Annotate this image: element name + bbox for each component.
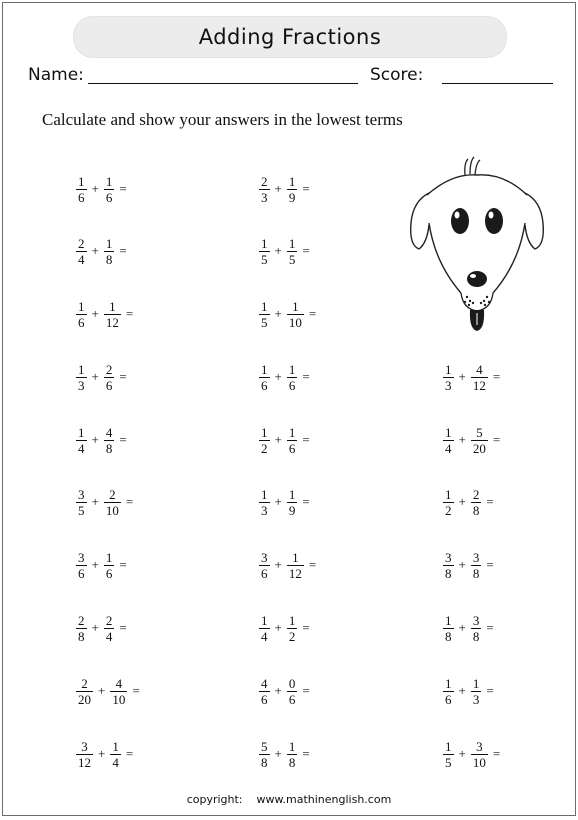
fraction [260, 175, 269, 204]
fraction [105, 175, 114, 204]
numerator: 3 [445, 549, 452, 565]
denominator: 6 [261, 691, 268, 707]
fraction [77, 551, 86, 580]
equals-sign: = [302, 243, 310, 258]
denominator: 3 [261, 189, 268, 205]
numerator: 1 [292, 549, 299, 565]
fraction [288, 614, 297, 643]
plus-sign: + [274, 683, 282, 698]
denominator: 6 [105, 565, 113, 581]
worksheet-page [2, 2, 576, 816]
denominator: 6 [288, 440, 296, 456]
plus-sign: + [458, 557, 466, 572]
plus-sign: + [91, 369, 99, 384]
equals-sign: = [486, 557, 494, 572]
numerator: 3 [476, 738, 483, 754]
equals-sign: = [302, 432, 310, 447]
numerator: 2 [261, 173, 268, 189]
denominator: 9 [288, 502, 296, 518]
denominator: 10 [105, 502, 119, 518]
fraction [444, 426, 453, 455]
fraction [111, 677, 126, 706]
fraction [260, 426, 269, 455]
numerator: 1 [445, 361, 452, 377]
equals-sign: = [486, 683, 494, 698]
fraction-problem [260, 676, 310, 706]
header-fields [28, 65, 550, 87]
fraction-problem [444, 739, 500, 769]
plus-sign: + [98, 746, 106, 761]
denominator: 8 [288, 754, 296, 770]
name-label: Name: [28, 65, 84, 85]
numerator: 1 [261, 612, 268, 628]
numerator: 1 [288, 235, 296, 251]
denominator: 4 [445, 440, 452, 456]
denominator: 6 [78, 565, 85, 581]
fraction [77, 740, 92, 769]
denominator: 6 [105, 189, 113, 205]
fraction-problem [444, 425, 500, 455]
numerator: 1 [445, 612, 452, 628]
numerator: 1 [445, 424, 452, 440]
plus-sign: + [458, 683, 466, 698]
plus-sign: + [274, 369, 282, 384]
numerator: 4 [261, 675, 268, 691]
fraction [105, 614, 114, 643]
fraction [77, 614, 86, 643]
fraction [288, 426, 297, 455]
fraction-problem [77, 236, 127, 266]
denominator: 8 [472, 502, 480, 518]
fraction-problem [260, 362, 310, 392]
denominator: 12 [78, 754, 91, 770]
fraction [472, 426, 487, 455]
numerator: 1 [78, 424, 85, 440]
fraction [105, 237, 114, 266]
fraction-problem [77, 174, 127, 204]
denominator: 8 [472, 565, 480, 581]
numerator: 5 [261, 738, 268, 754]
fraction [77, 300, 86, 329]
denominator: 6 [288, 691, 296, 707]
numerator: 2 [78, 235, 85, 251]
denominator: 5 [288, 251, 296, 267]
denominator: 8 [472, 628, 480, 644]
numerator: 1 [78, 173, 85, 189]
numerator: 5 [476, 424, 483, 440]
equals-sign: = [119, 620, 127, 635]
fraction [105, 551, 114, 580]
fraction [288, 300, 303, 329]
copyright-label: copyright: [186, 793, 243, 806]
denominator: 2 [445, 502, 452, 518]
denominator: 12 [288, 565, 302, 581]
fraction [444, 551, 453, 580]
plus-sign: + [274, 432, 282, 447]
fraction-problem [260, 236, 310, 266]
fraction [260, 488, 269, 517]
plus-sign: + [91, 620, 99, 635]
denominator: 8 [261, 754, 268, 770]
plus-sign: + [458, 432, 466, 447]
equals-sign: = [125, 746, 134, 761]
denominator: 20 [78, 691, 91, 707]
fraction-problem [260, 550, 316, 580]
fraction [288, 237, 297, 266]
denominator: 4 [112, 754, 119, 770]
equals-sign: = [132, 683, 140, 698]
fraction [260, 300, 269, 329]
numerator: 1 [78, 361, 85, 377]
fraction-problem [260, 299, 316, 329]
fraction-problem [444, 487, 494, 517]
plus-sign: + [91, 557, 99, 572]
page-title: Adding Fractions [198, 25, 382, 49]
plus-sign: + [274, 494, 282, 509]
plus-sign: + [274, 746, 282, 761]
numerator: 1 [288, 361, 296, 377]
fraction [77, 677, 92, 706]
title-banner [73, 16, 507, 58]
plus-sign: + [91, 432, 99, 447]
denominator: 2 [288, 628, 296, 644]
website-link[interactable]: www.mathinenglish.com [256, 793, 392, 806]
fraction [77, 363, 86, 392]
fraction-problem [77, 487, 133, 517]
numerator: 1 [445, 675, 452, 691]
fraction [77, 175, 86, 204]
denominator: 6 [288, 377, 296, 393]
plus-sign: + [98, 683, 106, 698]
numerator: 1 [261, 298, 268, 314]
equals-sign: = [486, 494, 494, 509]
fraction [288, 740, 297, 769]
numerator: 1 [288, 612, 296, 628]
numerator: 3 [472, 612, 480, 628]
fraction [288, 175, 297, 204]
fraction [260, 677, 269, 706]
numerator: 1 [472, 675, 480, 691]
denominator: 3 [78, 377, 85, 393]
fraction-problem [444, 613, 494, 643]
fraction-problem [260, 739, 310, 769]
fraction [288, 488, 297, 517]
instructions: Calculate and show your answers in the lowest terms [42, 110, 403, 129]
numerator: 1 [105, 549, 113, 565]
numerator: 2 [472, 486, 480, 502]
equals-sign: = [302, 620, 310, 635]
numerator: 2 [105, 612, 113, 628]
numerator: 4 [115, 675, 123, 691]
denominator: 8 [105, 251, 113, 267]
equals-sign: = [119, 181, 127, 196]
denominator: 6 [78, 189, 85, 205]
fraction [472, 740, 487, 769]
denominator: 3 [261, 502, 268, 518]
numerator: 1 [261, 486, 268, 502]
denominator: 8 [105, 440, 113, 456]
numerator: 1 [261, 424, 268, 440]
numerator: 2 [105, 361, 113, 377]
fraction [444, 677, 453, 706]
fraction-problem [77, 362, 127, 392]
fraction [260, 740, 269, 769]
numerator: 2 [81, 675, 88, 691]
score-blank[interactable] [442, 83, 553, 84]
denominator: 4 [78, 440, 85, 456]
numerator: 1 [288, 424, 296, 440]
numerator: 2 [78, 612, 85, 628]
fraction-problem [77, 299, 133, 329]
fraction-problem [444, 550, 494, 580]
numerator: 2 [109, 486, 116, 502]
plus-sign: + [274, 620, 282, 635]
plus-sign: + [91, 306, 99, 321]
numerator: 3 [472, 549, 480, 565]
denominator: 8 [445, 565, 452, 581]
denominator: 6 [105, 377, 113, 393]
denominator: 5 [445, 754, 452, 770]
fraction [105, 488, 120, 517]
fraction [444, 363, 453, 392]
fraction-problem [444, 362, 500, 392]
fraction-problem [260, 613, 310, 643]
numerator: 1 [445, 486, 452, 502]
numerator: 1 [105, 235, 113, 251]
fraction-problem [260, 487, 310, 517]
fraction-problem [77, 613, 127, 643]
fraction-problem [77, 550, 127, 580]
equals-sign: = [302, 369, 310, 384]
fraction [472, 677, 481, 706]
equals-sign: = [125, 306, 134, 321]
numerator: 1 [109, 298, 116, 314]
fraction [444, 488, 453, 517]
equals-sign: = [492, 746, 501, 761]
fraction [111, 740, 120, 769]
fraction [105, 426, 114, 455]
denominator: 10 [472, 754, 486, 770]
denominator: 8 [445, 628, 452, 644]
denominator: 6 [261, 377, 268, 393]
denominator: 6 [261, 565, 268, 581]
numerator: 3 [81, 738, 88, 754]
equals-sign: = [119, 369, 127, 384]
fraction [472, 614, 481, 643]
plus-sign: + [91, 181, 99, 196]
denominator: 5 [78, 502, 85, 518]
equals-sign: = [119, 432, 127, 447]
denominator: 6 [445, 691, 452, 707]
numerator: 1 [288, 173, 296, 189]
denominator: 3 [445, 377, 452, 393]
fraction-problem [77, 676, 140, 706]
equals-sign: = [492, 369, 501, 384]
fraction-problem [77, 739, 133, 769]
plus-sign: + [91, 494, 99, 509]
numerator: 1 [288, 486, 296, 502]
plus-sign: + [274, 243, 282, 258]
equals-sign: = [302, 683, 310, 698]
plus-sign: + [458, 746, 466, 761]
equals-sign: = [302, 181, 310, 196]
fraction [472, 551, 481, 580]
denominator: 20 [472, 440, 486, 456]
fraction [472, 363, 487, 392]
fraction [260, 363, 269, 392]
denominator: 12 [105, 314, 119, 330]
dog-face-illustration [407, 153, 547, 343]
numerator: 1 [105, 173, 113, 189]
plus-sign: + [91, 243, 99, 258]
fraction-problem [77, 425, 127, 455]
denominator: 12 [472, 377, 486, 393]
plus-sign: + [274, 306, 282, 321]
numerator: 1 [445, 738, 452, 754]
fraction [288, 551, 303, 580]
denominator: 4 [105, 628, 113, 644]
fraction-problem [444, 676, 494, 706]
numerator: 4 [476, 361, 483, 377]
fraction [444, 614, 453, 643]
numerator: 3 [261, 549, 268, 565]
plus-sign: + [458, 494, 466, 509]
denominator: 5 [261, 251, 268, 267]
denominator: 2 [261, 440, 268, 456]
equals-sign: = [119, 243, 127, 258]
fraction [260, 237, 269, 266]
fraction [77, 426, 86, 455]
fraction-problem [260, 425, 310, 455]
equals-sign: = [302, 746, 310, 761]
equals-sign: = [308, 306, 317, 321]
denominator: 6 [78, 314, 85, 330]
plus-sign: + [274, 181, 282, 196]
equals-sign: = [119, 557, 127, 572]
fraction [105, 363, 114, 392]
equals-sign: = [308, 557, 317, 572]
numerator: 3 [78, 549, 85, 565]
numerator: 4 [105, 424, 113, 440]
fraction [260, 614, 269, 643]
denominator: 3 [472, 691, 480, 707]
fraction [105, 300, 120, 329]
fraction [472, 488, 481, 517]
denominator: 8 [78, 628, 85, 644]
equals-sign: = [302, 494, 310, 509]
numerator: 1 [261, 361, 268, 377]
score-label: Score: [370, 65, 424, 85]
numerator: 3 [78, 486, 85, 502]
fraction [444, 740, 453, 769]
numerator: 1 [288, 738, 296, 754]
plus-sign: + [274, 557, 282, 572]
numerator: 1 [112, 738, 119, 754]
footer [3, 793, 575, 806]
plus-sign: + [458, 369, 466, 384]
fraction [288, 677, 297, 706]
denominator: 10 [112, 691, 126, 707]
denominator: 10 [288, 314, 302, 330]
denominator: 4 [261, 628, 268, 644]
equals-sign: = [125, 494, 134, 509]
denominator: 5 [261, 314, 268, 330]
equals-sign: = [492, 432, 501, 447]
name-blank[interactable] [88, 83, 358, 84]
denominator: 9 [288, 189, 296, 205]
numerator: 1 [78, 298, 85, 314]
numerator: 1 [292, 298, 299, 314]
fraction-problem [260, 174, 310, 204]
fraction [77, 237, 86, 266]
fraction [260, 551, 269, 580]
denominator: 4 [78, 251, 85, 267]
plus-sign: + [458, 620, 466, 635]
equals-sign: = [486, 620, 494, 635]
fraction [77, 488, 86, 517]
numerator: 1 [261, 235, 268, 251]
numerator: 0 [288, 675, 296, 691]
fraction [288, 363, 297, 392]
